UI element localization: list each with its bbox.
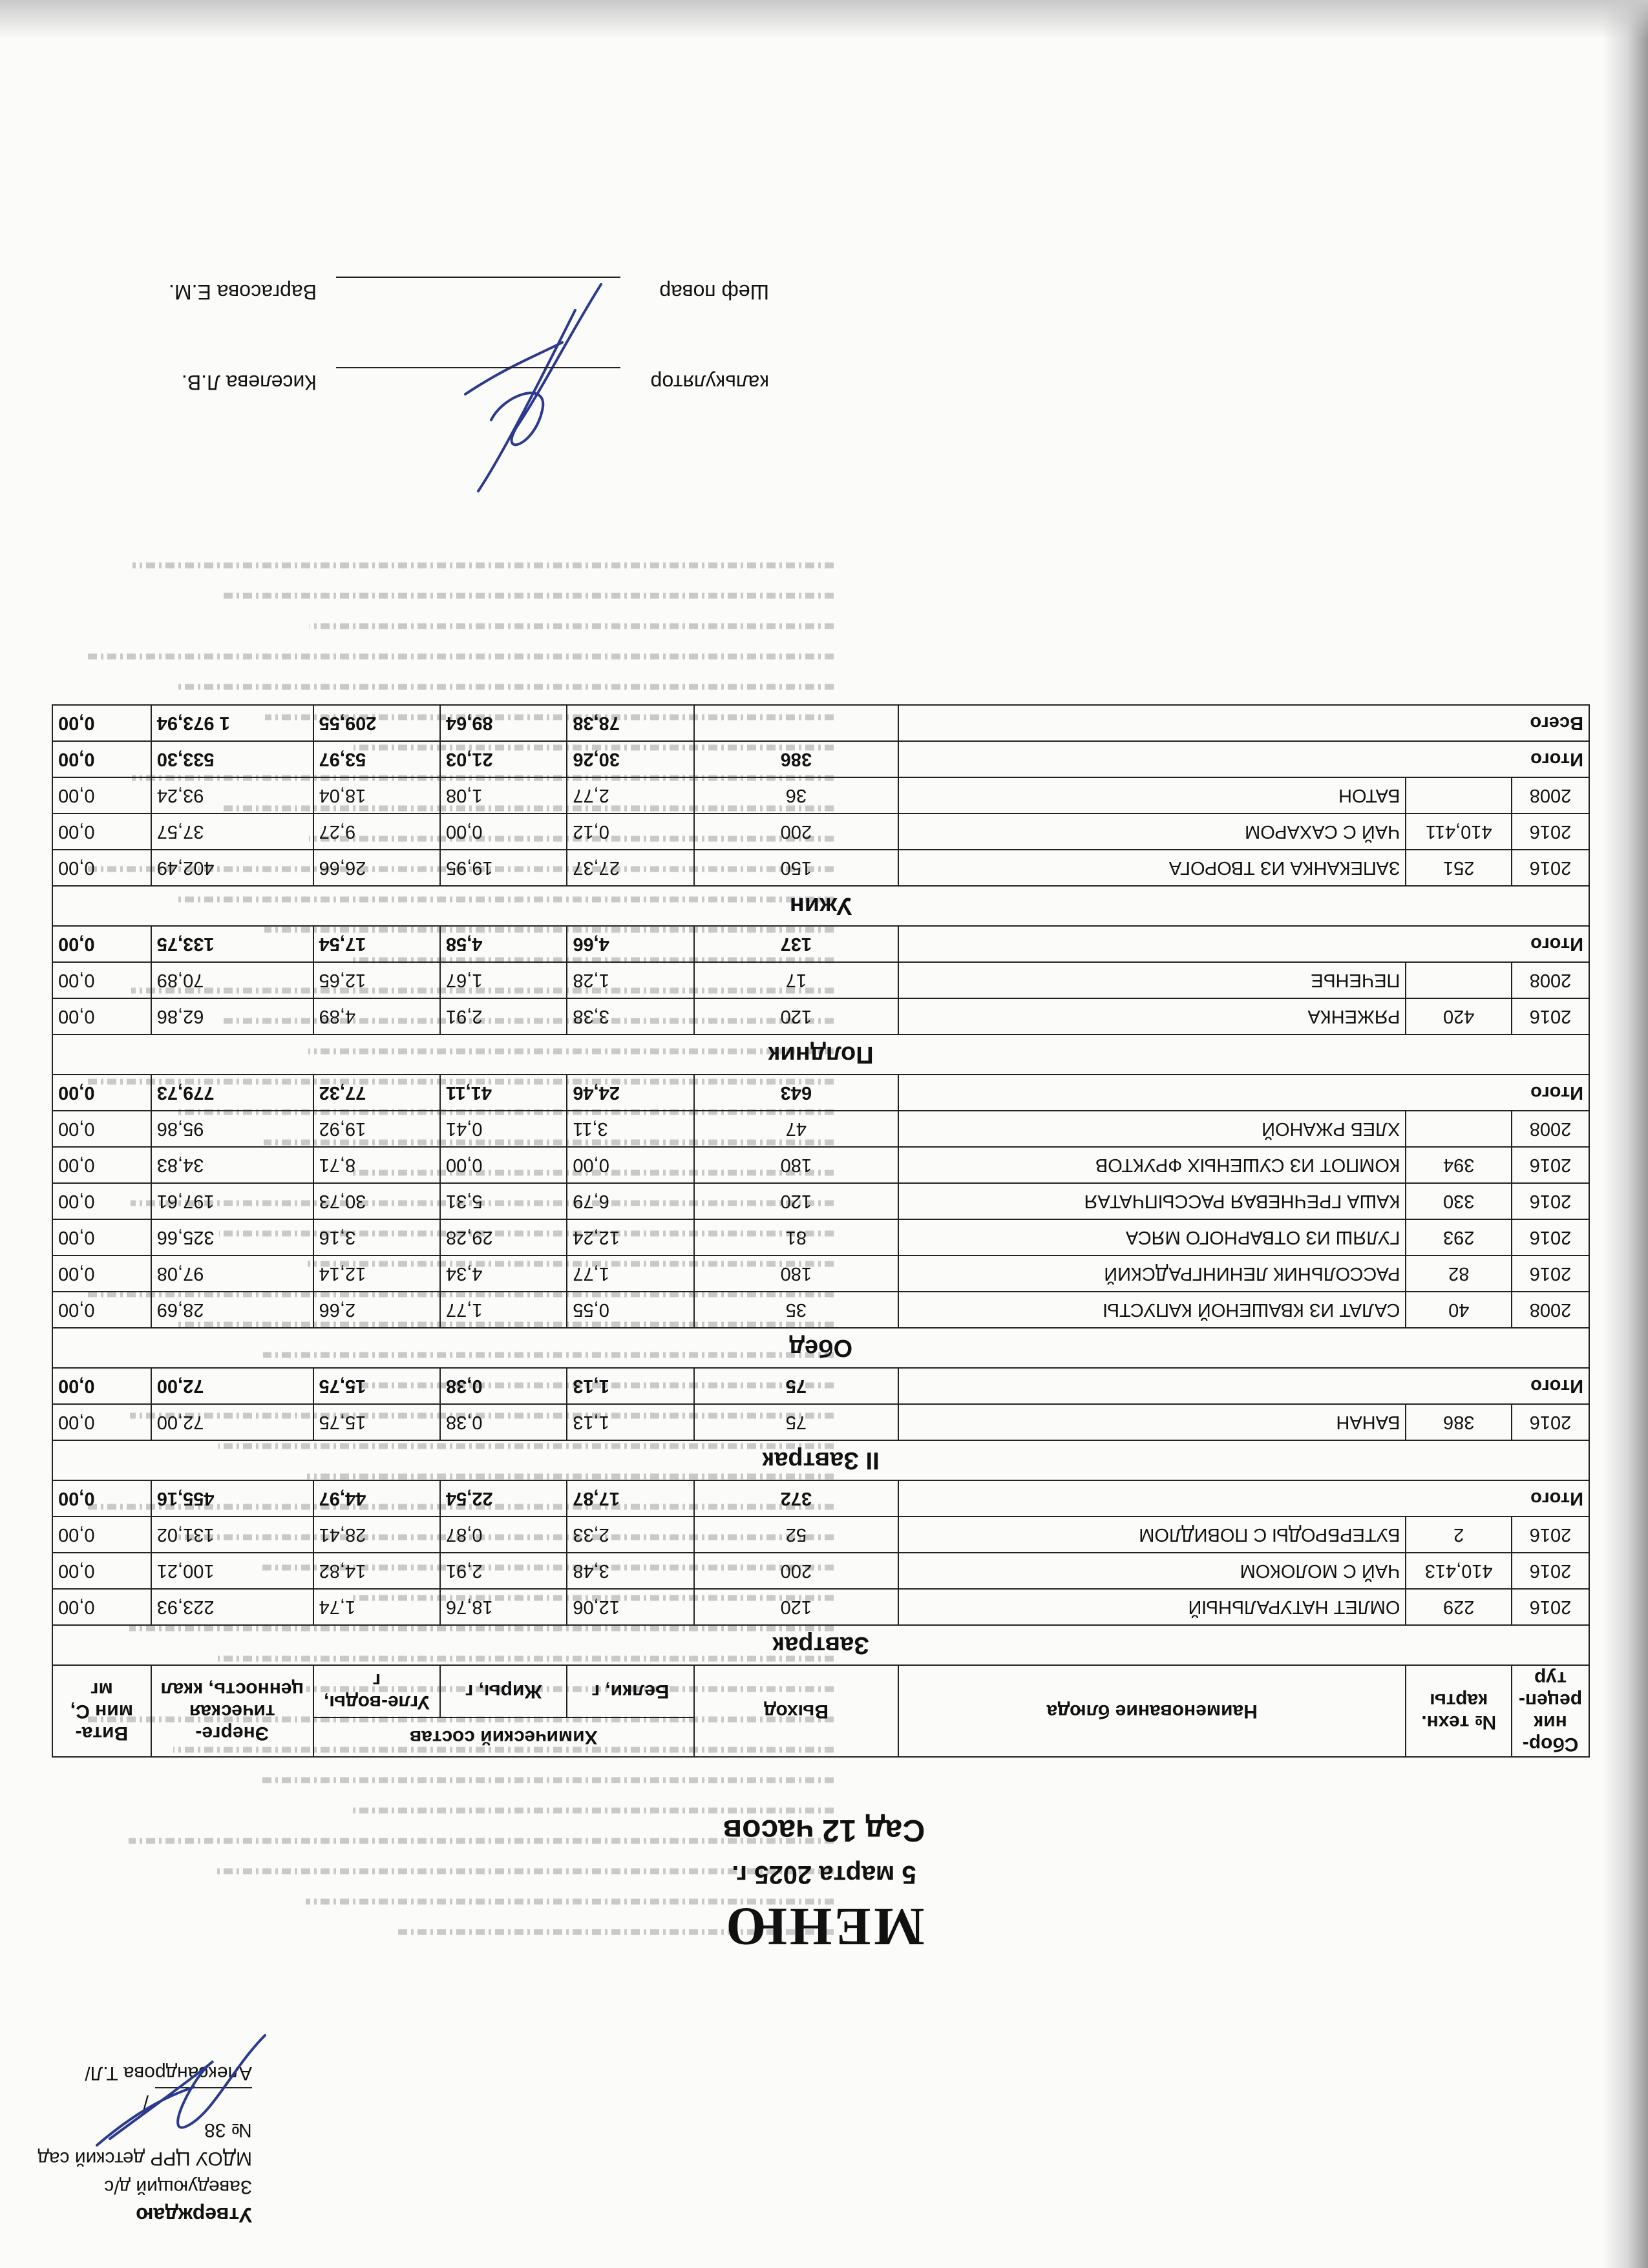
cell-yield: 200 xyxy=(694,1553,898,1589)
cell-vitamin: 0,00 xyxy=(52,1517,151,1553)
cell-protein: 1,28 xyxy=(567,962,693,998)
cell-card xyxy=(1406,962,1512,998)
total-fat: 22,54 xyxy=(440,1480,567,1517)
cell-collection: 2008 xyxy=(1512,777,1589,814)
cell-card: 82 xyxy=(1406,1255,1512,1292)
cell-card: 386 xyxy=(1406,1404,1512,1440)
cell-yield: 17 xyxy=(694,962,898,998)
cell-card: 2 xyxy=(1406,1517,1512,1553)
total-vitamin: 0,00 xyxy=(52,1075,151,1111)
table-row xyxy=(52,1183,1589,1219)
cell-fat: 1,77 xyxy=(440,1292,567,1328)
header-card: № техн. карты xyxy=(1406,1665,1512,1757)
cell-energy: 93,24 xyxy=(151,777,313,814)
cell-collection: 2016 xyxy=(1512,998,1589,1034)
cell-carbs: 2,66 xyxy=(313,1292,440,1328)
cell-energy: 131,02 xyxy=(151,1517,313,1553)
grand-total-vitamin: 0,00 xyxy=(52,705,151,741)
cell-dish: ЗАПЕКАНКА ИЗ ТВОРОГА xyxy=(898,850,1406,886)
cell-carbs: 12,14 xyxy=(313,1255,440,1292)
cell-vitamin: 0,00 xyxy=(52,1553,151,1589)
header-fat: Жиры, г xyxy=(440,1665,567,1717)
total-row xyxy=(52,926,1589,962)
total-label: Итого xyxy=(898,1368,1589,1404)
approval-heading: Утверждаю xyxy=(136,2203,252,2227)
total-vitamin: 0,00 xyxy=(52,926,151,962)
total-energy: 533,30 xyxy=(151,741,313,777)
total-energy: 455,16 xyxy=(151,1480,313,1517)
total-carbs: 77,32 xyxy=(313,1075,440,1111)
cell-carbs: 9,27 xyxy=(313,814,440,850)
signature-block xyxy=(58,239,769,420)
cell-carbs: 18,04 xyxy=(313,777,440,814)
total-yield: 75 xyxy=(694,1368,898,1404)
cell-carbs: 15,75 xyxy=(313,1404,440,1440)
cell-fat: 19,95 xyxy=(440,850,567,886)
cell-carbs: 26,66 xyxy=(313,850,440,886)
section-heading: II Завтрак xyxy=(52,1440,1589,1480)
table-row xyxy=(52,850,1589,886)
cell-dish: БУТЕРБРОДЫ С ПОВИДЛОМ xyxy=(898,1517,1406,1553)
total-vitamin: 0,00 xyxy=(52,1368,151,1404)
total-row xyxy=(52,741,1589,777)
cell-yield: 120 xyxy=(694,1589,898,1625)
section-heading-row xyxy=(52,1034,1589,1075)
cell-card: 410,413 xyxy=(1406,1553,1512,1589)
cell-fat: 0,00 xyxy=(440,1147,567,1183)
total-row xyxy=(52,1368,1589,1404)
total-yield: 643 xyxy=(694,1075,898,1111)
total-yield: 137 xyxy=(694,926,898,962)
table-row xyxy=(52,1404,1589,1440)
cell-collection: 2016 xyxy=(1512,1517,1589,1553)
cell-protein: 0,00 xyxy=(567,1147,693,1183)
cell-card: 40 xyxy=(1406,1292,1512,1328)
approval-organization: МДОУ ЦРР детский сад № 38 xyxy=(37,2119,252,2169)
table-row xyxy=(52,1553,1589,1589)
cell-protein: 1,77 xyxy=(567,1255,693,1292)
total-label: Итого xyxy=(898,1480,1589,1517)
grand-total-row xyxy=(52,705,1589,741)
total-energy: 133,75 xyxy=(151,926,313,962)
signature-name: Киселева Л.В. xyxy=(181,371,317,394)
grand-total-carbs: 209,55 xyxy=(313,705,440,741)
cell-energy: 325,66 xyxy=(151,1219,313,1255)
cell-fat: 0,38 xyxy=(440,1404,567,1440)
cell-dish: ХЛЕБ РЖАНОЙ xyxy=(898,1111,1406,1147)
cell-card: 410,411 xyxy=(1406,814,1512,850)
cell-protein: 6,79 xyxy=(567,1183,693,1219)
grand-total-energy: 1 973,94 xyxy=(151,705,313,741)
cell-energy: 97,08 xyxy=(151,1255,313,1292)
cell-fat: 29,28 xyxy=(440,1219,567,1255)
total-label: Итого xyxy=(898,926,1589,962)
cell-dish: ОМЛЕТ НАТУРАЛЬНЫЙ xyxy=(898,1589,1406,1625)
cell-carbs: 28,41 xyxy=(313,1517,440,1553)
grand-total-yield xyxy=(694,705,898,741)
total-carbs: 17,54 xyxy=(313,926,440,962)
cell-fat: 1,08 xyxy=(440,777,567,814)
cell-yield: 36 xyxy=(694,777,898,814)
cell-card xyxy=(1406,777,1512,814)
total-carbs: 44,97 xyxy=(313,1480,440,1517)
signature-row xyxy=(58,330,769,420)
cell-card: 229 xyxy=(1406,1589,1512,1625)
cell-yield: 180 xyxy=(694,1255,898,1292)
cell-protein: 3,48 xyxy=(567,1553,693,1589)
cell-protein: 12,24 xyxy=(567,1219,693,1255)
cell-vitamin: 0,00 xyxy=(52,1183,151,1219)
cell-energy: 62,86 xyxy=(151,998,313,1034)
menu-table xyxy=(52,704,1590,1758)
cell-yield: 81 xyxy=(694,1219,898,1255)
section-heading: Полдник xyxy=(52,1034,1589,1075)
cell-energy: 95,86 xyxy=(151,1111,313,1147)
table-row xyxy=(52,1111,1589,1147)
cell-energy: 402,49 xyxy=(151,850,313,886)
total-yield: 386 xyxy=(694,741,898,777)
total-label: Итого xyxy=(898,1075,1589,1111)
cell-dish: ПЕЧЕНЬЕ xyxy=(898,962,1406,998)
cell-vitamin: 0,00 xyxy=(52,998,151,1034)
cell-vitamin: 0,00 xyxy=(52,962,151,998)
cell-collection: 2016 xyxy=(1512,1589,1589,1625)
total-row xyxy=(52,1075,1589,1111)
total-energy: 779,73 xyxy=(151,1075,313,1111)
signature-name: Варгасова Е.М. xyxy=(169,280,317,304)
cell-protein: 3,38 xyxy=(567,998,693,1034)
section-heading-row xyxy=(52,886,1589,926)
cell-dish: ЧАЙ С САХАРОМ xyxy=(898,814,1406,850)
cell-protein: 12,06 xyxy=(567,1589,693,1625)
section-heading: Завтрак xyxy=(52,1625,1589,1665)
total-fat: 41,11 xyxy=(440,1075,567,1111)
total-fat: 0,38 xyxy=(440,1368,567,1404)
total-protein: 24,46 xyxy=(567,1075,693,1111)
cell-dish: БАТОН xyxy=(898,777,1406,814)
cell-carbs: 4,89 xyxy=(313,998,440,1034)
grand-total-protein: 78,38 xyxy=(567,705,693,741)
cell-carbs: 3,16 xyxy=(313,1219,440,1255)
total-row xyxy=(52,1480,1589,1517)
cell-yield: 200 xyxy=(694,814,898,850)
header-energy: Энерге-тическая ценность, ккал xyxy=(151,1665,313,1757)
cell-carbs: 19,92 xyxy=(313,1111,440,1147)
cell-carbs: 14,82 xyxy=(313,1553,440,1589)
grand-total-label: Всего xyxy=(898,705,1589,741)
cell-fat: 2,91 xyxy=(440,1553,567,1589)
cell-collection: 2008 xyxy=(1512,962,1589,998)
cell-collection: 2008 xyxy=(1512,1292,1589,1328)
header-dish: Наименование блюда xyxy=(898,1665,1406,1757)
table-row xyxy=(52,998,1589,1034)
cell-fat: 2,91 xyxy=(440,998,567,1034)
cell-dish: БАНАН xyxy=(898,1404,1406,1440)
cell-card: 330 xyxy=(1406,1183,1512,1219)
cell-fat: 0,00 xyxy=(440,814,567,850)
section-heading: Ужин xyxy=(52,886,1589,926)
cell-protein: 1,13 xyxy=(567,1404,693,1440)
section-heading-row xyxy=(52,1328,1589,1368)
cell-vitamin: 0,00 xyxy=(52,1292,151,1328)
cell-fat: 4,34 xyxy=(440,1255,567,1292)
header-chemical: Химический состав xyxy=(313,1717,694,1757)
cell-protein: 3,11 xyxy=(567,1111,693,1147)
table-row xyxy=(52,777,1589,814)
cell-carbs: 12,65 xyxy=(313,962,440,998)
total-protein: 4,66 xyxy=(567,926,693,962)
cell-energy: 34,83 xyxy=(151,1147,313,1183)
cell-energy: 72,00 xyxy=(151,1404,313,1440)
total-label: Итого xyxy=(898,741,1589,777)
total-protein: 17,87 xyxy=(567,1480,693,1517)
cell-dish: РЯЖЕНКА xyxy=(898,998,1406,1034)
total-energy: 72,00 xyxy=(151,1368,313,1404)
cell-vitamin: 0,00 xyxy=(52,1219,151,1255)
approval-position: Заведующий д/с xyxy=(104,2176,252,2198)
signature-row xyxy=(58,239,769,330)
signature-role: Шеф повар xyxy=(659,280,769,304)
cell-card xyxy=(1406,1111,1512,1147)
cell-collection: 2016 xyxy=(1512,814,1589,850)
total-protein: 1,13 xyxy=(567,1368,693,1404)
cell-yield: 150 xyxy=(694,850,898,886)
cell-collection: 2016 xyxy=(1512,1404,1589,1440)
total-carbs: 53,97 xyxy=(313,741,440,777)
table-row xyxy=(52,962,1589,998)
table-row xyxy=(52,1219,1589,1255)
cell-collection: 2016 xyxy=(1512,1219,1589,1255)
cell-carbs: 30,73 xyxy=(313,1183,440,1219)
cell-card: 293 xyxy=(1406,1219,1512,1255)
cell-carbs: 8,71 xyxy=(313,1147,440,1183)
cell-dish: КАША ГРЕЧНЕВАЯ РАССЫПЧАТАЯ xyxy=(898,1183,1406,1219)
cell-collection: 2016 xyxy=(1512,1183,1589,1219)
cell-yield: 120 xyxy=(694,1183,898,1219)
cell-carbs: 1,74 xyxy=(313,1589,440,1625)
cell-yield: 75 xyxy=(694,1404,898,1440)
cell-energy: 37,57 xyxy=(151,814,313,850)
cell-collection: 2016 xyxy=(1512,850,1589,886)
scan-edge-shadow-bottom xyxy=(0,0,1648,39)
signature-role: калькулятор xyxy=(650,371,769,394)
cell-protein: 0,55 xyxy=(567,1292,693,1328)
cell-collection: 2016 xyxy=(1512,1147,1589,1183)
cell-energy: 28,69 xyxy=(151,1292,313,1328)
cell-yield: 120 xyxy=(694,998,898,1034)
cell-fat: 5,31 xyxy=(440,1183,567,1219)
table-row xyxy=(52,1589,1589,1625)
cell-fat: 1,67 xyxy=(440,962,567,998)
table-row xyxy=(52,814,1589,850)
cell-collection: 2008 xyxy=(1512,1111,1589,1147)
total-vitamin: 0,00 xyxy=(52,741,151,777)
cell-yield: 47 xyxy=(694,1111,898,1147)
director-signature xyxy=(84,2010,291,2165)
cell-vitamin: 0,00 xyxy=(52,1111,151,1147)
cell-card: 251 xyxy=(1406,850,1512,886)
cell-dish: КОМПОТ ИЗ СУШЕНЫХ ФРУКТОВ xyxy=(898,1147,1406,1183)
section-heading-row xyxy=(52,1625,1589,1665)
table-row xyxy=(52,1517,1589,1553)
total-fat: 21,03 xyxy=(440,741,567,777)
cell-fat: 18,76 xyxy=(440,1589,567,1625)
group-name: Сад 12 часов xyxy=(723,1813,925,1847)
cell-yield: 52 xyxy=(694,1517,898,1553)
section-heading-row xyxy=(52,1440,1589,1480)
cell-protein: 27,37 xyxy=(567,850,693,886)
cell-vitamin: 0,00 xyxy=(52,1147,151,1183)
title-block xyxy=(452,1812,1196,1958)
cell-vitamin: 0,00 xyxy=(52,850,151,886)
cell-vitamin: 0,00 xyxy=(52,814,151,850)
signature-line xyxy=(336,277,620,278)
cell-vitamin: 0,00 xyxy=(52,1589,151,1625)
table-row xyxy=(52,1255,1589,1292)
cell-fat: 0,87 xyxy=(440,1517,567,1553)
total-carbs: 15,75 xyxy=(313,1368,440,1404)
section-heading: Обед xyxy=(52,1328,1589,1368)
cell-card: 420 xyxy=(1406,998,1512,1034)
cell-energy: 70,89 xyxy=(151,962,313,998)
total-fat: 4,58 xyxy=(440,926,567,962)
cell-vitamin: 0,00 xyxy=(52,1255,151,1292)
cell-dish: ЧАЙ С МОЛОКОМ xyxy=(898,1553,1406,1589)
header-yield: Выход xyxy=(694,1665,898,1757)
cell-energy: 100,21 xyxy=(151,1553,313,1589)
header-carbs: Угле-воды, г xyxy=(313,1665,440,1717)
cell-yield: 35 xyxy=(694,1292,898,1328)
cell-protein: 0,12 xyxy=(567,814,693,850)
total-vitamin: 0,00 xyxy=(52,1480,151,1517)
table-header-row xyxy=(52,1717,1589,1757)
approval-name: /Александрова Т.Л/ xyxy=(85,2063,252,2112)
cell-collection: 2016 xyxy=(1512,1553,1589,1589)
cell-dish: РАССОЛЬНИК ЛЕНИНГРАДСКИЙ xyxy=(898,1255,1406,1292)
page-title: МЕНЮ xyxy=(723,1896,925,1957)
table-row xyxy=(52,1292,1589,1328)
cell-protein: 2,33 xyxy=(567,1517,693,1553)
cell-energy: 223,93 xyxy=(151,1589,313,1625)
menu-date: 5 марта 2025 г. xyxy=(732,1860,916,1889)
signature-line xyxy=(336,367,620,368)
cell-protein: 2,77 xyxy=(567,777,693,814)
cell-collection: 2016 xyxy=(1512,1255,1589,1292)
header-protein: Белки, г xyxy=(567,1665,693,1717)
scan-edge-shadow xyxy=(1603,0,1648,2268)
cell-vitamin: 0,00 xyxy=(52,1404,151,1440)
header-collection: Сбор-ник рецеп-тур xyxy=(1512,1665,1589,1757)
grand-total-fat: 89,64 xyxy=(440,705,567,741)
header-vitamin: Вита-мин С, мг xyxy=(52,1665,151,1757)
cell-energy: 197,61 xyxy=(151,1183,313,1219)
cell-yield: 180 xyxy=(694,1147,898,1183)
cell-vitamin: 0,00 xyxy=(52,777,151,814)
cell-dish: ГУЛЯШ ИЗ ОТВАРНОГО МЯСА xyxy=(898,1219,1406,1255)
cell-fat: 0,41 xyxy=(440,1111,567,1147)
menu-table-body xyxy=(52,705,1589,1665)
total-protein: 30,26 xyxy=(567,741,693,777)
cell-dish: САЛАТ ИЗ КВАШЕНОЙ КАПУСТЫ xyxy=(898,1292,1406,1328)
table-row xyxy=(52,1147,1589,1183)
total-yield: 372 xyxy=(694,1480,898,1517)
cell-card: 394 xyxy=(1406,1147,1512,1183)
